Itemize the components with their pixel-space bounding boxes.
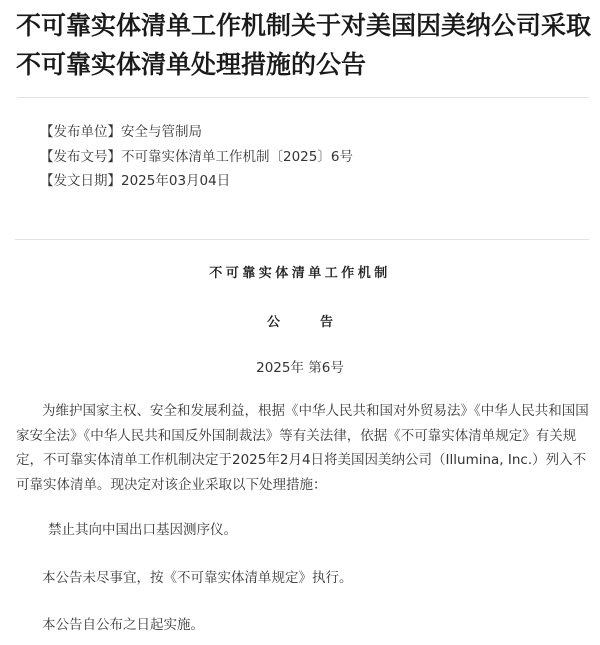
- meta-issuer: [40, 120, 353, 145]
- meta-doc-number: [40, 145, 353, 170]
- effective-date-paragraph: 本公告自公布之日起实施。: [42, 617, 204, 633]
- meta-issuer-value: 安全与管制局: [121, 124, 202, 140]
- main-paragraph: 为维护国家主权、安全和发展利益，根据《中华人民共和国对外贸易法》《中华人民共和国国家安全法》《中华人民共和国反外国制裁法》等有关法律，依据《不可靠实体清单规定》有关规定，不可靠实体清单工作机制决定于2025年2月4日将美国因美纳公司（Illumina, Inc.）列入不可靠实体清单。现决定对该企业采取以下处理措施：: [16, 403, 589, 493]
- meta-date-label: 【发文日期】: [40, 173, 121, 189]
- document-meta: [40, 120, 353, 194]
- meta-date: [40, 169, 353, 194]
- issuing-organization: 不可靠实体清单工作机制: [209, 266, 391, 281]
- meta-doc-number-label: 【发布文号】: [40, 148, 121, 165]
- notice-heading-left: 公: [266, 315, 280, 330]
- content-divider: [15, 239, 589, 240]
- notice-heading-right: 告: [320, 315, 334, 330]
- measure-item: 禁止其向中国出口基因测序仪。: [48, 522, 237, 538]
- supplementary-paragraph: 本公告未尽事宜，按《不可靠实体清单规定》执行。: [42, 570, 353, 586]
- page-title: 不可靠实体清单工作机制关于对美国因美纳公司采取不可靠实体清单处理措施的公告: [16, 11, 592, 79]
- meta-doc-number-value: 不可靠实体清单工作机制〔2025〕6号: [121, 148, 353, 165]
- notice-heading: [0, 311, 600, 330]
- header-divider: [17, 97, 589, 98]
- meta-issuer-label: 【发布单位】: [40, 124, 121, 140]
- notice-number: 2025年 第6号: [256, 360, 344, 376]
- meta-date-value: 2025年03月04日: [121, 173, 231, 189]
